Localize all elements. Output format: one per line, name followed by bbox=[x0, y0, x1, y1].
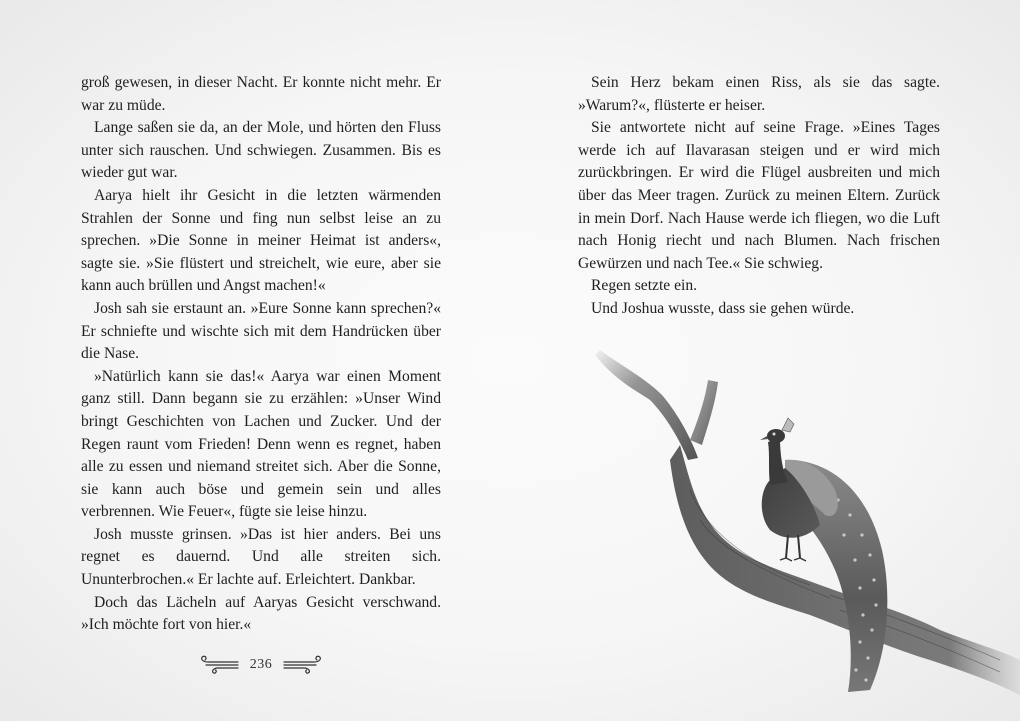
paragraph: Doch das Lächeln auf Aaryas Gesicht verschwand. »Ich möchte fort von hier.« bbox=[81, 593, 441, 634]
page-number-ornament bbox=[198, 654, 324, 676]
paragraph: Sein Herz bekam einen Riss, als sie das sagte. »Warum?«, flüsterte er heiser. bbox=[578, 74, 940, 114]
paragraph: groß gewesen, in dieser Nacht. Er konnte nicht mehr. Er war zu müde. bbox=[81, 74, 441, 114]
paragraph: Und Joshua wusste, dass sie gehen würde. bbox=[591, 299, 855, 317]
right-page bbox=[510, 0, 1020, 721]
paragraph: Josh musste grinsen. »Das ist hier anders. Bei uns regnet es dauernd. Und alle streiten sich. Ununterbrochen.« Er lachte auf. Erleichtert. Dankbar. bbox=[81, 525, 441, 589]
paragraph: Sie antwortete nicht auf seine Frage. »Eines Tages werde ich auf Ilavarasan steigen und er wird mich zurückbringen. Er wird die Flügel ausbreiten und mich über das Meer tragen. Zurück zu meinen Eltern. Zurück in mein Dorf. Nach Hause werde ich fliegen, wo die Luft nach Honig riecht und nach Blumen. Nach frischen Gewürzen und nach Tee.« Sie schwieg. bbox=[578, 119, 940, 272]
paragraph: Aarya hielt ihr Gesicht in die letzten wärmenden Strahlen der Sonne und fing nun selbst leise an zu sprechen. »Die Sonne in meiner Heimat ist anders«, sagte sie. »Sie flüstert und streichelt, wie eure, aber sie kann auch brüllen und Angst machen!« bbox=[81, 186, 441, 295]
paragraph: Regen setzte ein. bbox=[591, 277, 698, 295]
left-text-column bbox=[81, 72, 441, 637]
peacock-illustration-icon bbox=[580, 330, 1020, 721]
paragraph: Josh sah sie erstaunt an. »Eure Sonne kann sprechen?« Er schniefte und wischte sich mit dem Handrücken über die Nase. bbox=[81, 299, 441, 363]
paragraph: Lange saßen sie da, an der Mole, und hörten den Fluss unter sich rauschen. Und schwiegen. Zusammen. Bis es wieder gut war. bbox=[81, 119, 441, 182]
paragraph: »Natürlich kann sie das!« Aarya war einen Moment ganz still. Dann begann sie zu erzählen: »Unser Wind bringt Geschichten von Lachen und Zucker. Und der Regen raunt vom Frieden! Denn wenn es regnet, haben alle zu essen und niemand streitet sich. Aber die Sonne, sie kann auch böse und gemein sein und alles verbrennen. Wie Feuer«, fügte sie leise hinzu. bbox=[81, 367, 441, 521]
page-number: 236 bbox=[249, 657, 273, 672]
right-text-column bbox=[578, 72, 940, 321]
